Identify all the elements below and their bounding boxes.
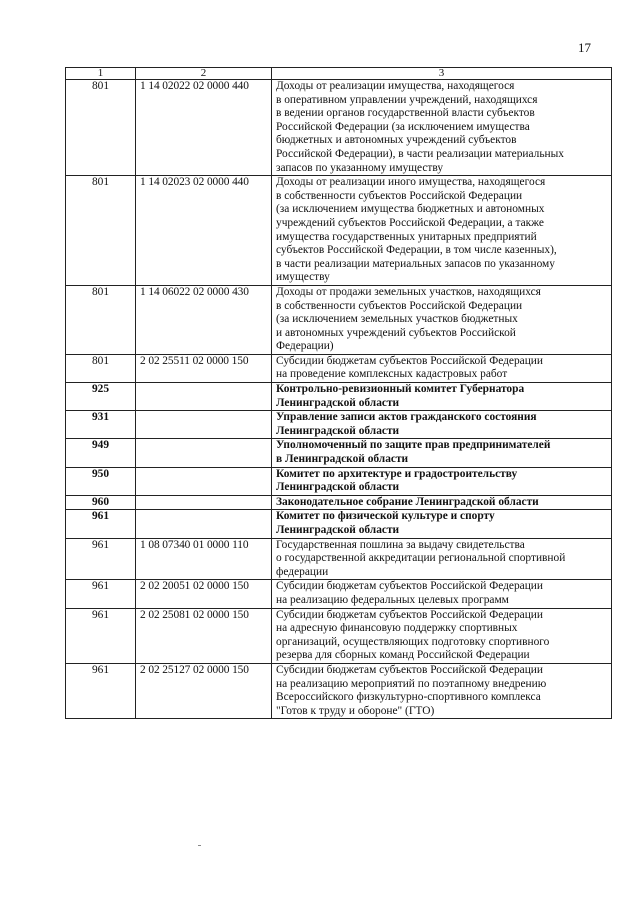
table-row [66, 663, 612, 718]
description-line: (за исключением имущества бюджетных и автономных [276, 203, 545, 216]
column-header-2: 2 [136, 68, 272, 80]
budget-classification-code: 2 02 25511 02 0000 150 [136, 354, 272, 382]
description-line: федерации [276, 565, 329, 578]
table-row [66, 608, 612, 663]
description-line: на проведение комплексных кадастровых работ [276, 368, 508, 381]
description-line: Субсидии бюджетам субъектов Российской Федерации [276, 580, 543, 593]
description-line: в собственности субъектов Российской Федерации [276, 189, 523, 202]
description-line: субъектов Российской Федерации, в том числе казенных), [276, 244, 557, 257]
income-description [272, 663, 612, 718]
budget-classification-code [136, 510, 272, 538]
description-line: Законодательное собрание Ленинградской области [276, 495, 539, 508]
administrator-code: 801 [66, 285, 136, 354]
administrator-code: 801 [66, 176, 136, 286]
income-description [272, 495, 612, 510]
description-line: Комитет по архитектуре и градостроительству [276, 467, 518, 480]
administrator-code: 801 [66, 80, 136, 176]
description-line: Контрольно-ревизионный комитет Губернатора [276, 383, 525, 396]
column-header-1: 1 [66, 68, 136, 80]
table-row [66, 383, 612, 411]
budget-classification-code: 2 02 20051 02 0000 150 [136, 580, 272, 608]
description-line: на адресную финансовую поддержку спортивных [276, 622, 518, 635]
budget-classification-code: 2 02 25081 02 0000 150 [136, 608, 272, 663]
table-row [66, 510, 612, 538]
description-line: Российской Федерации (за исключением имущества [276, 120, 530, 133]
budget-classification-code: 1 14 06022 02 0000 430 [136, 285, 272, 354]
description-line: бюджетных и автономных учреждений субъектов [276, 134, 517, 147]
description-line: Субсидии бюджетам субъектов Российской Федерации [276, 608, 543, 621]
table-body [66, 80, 612, 719]
table-row [66, 411, 612, 439]
description-line: в Ленинградской области [276, 453, 409, 466]
budget-classification-code [136, 467, 272, 495]
description-line: Ленинградской области [276, 424, 400, 437]
table-row [66, 538, 612, 580]
description-line: в ведении органов государственной власти субъектов [276, 107, 535, 120]
table-row [66, 354, 612, 382]
description-line: запасов по указанному имуществу [276, 161, 444, 174]
table-row [66, 176, 612, 286]
table-row [66, 285, 612, 354]
table-header [66, 68, 612, 80]
income-description [272, 354, 612, 382]
description-line: Всероссийского физкультурно-спортивного комплекса [276, 691, 541, 704]
income-description [272, 176, 612, 286]
income-description [272, 383, 612, 411]
description-line: Федерации) [276, 340, 334, 353]
income-description [272, 439, 612, 467]
income-description [272, 580, 612, 608]
income-classification-table [65, 67, 612, 719]
table-row [66, 439, 612, 467]
description-line: резерва для сборных команд Российской Федерации [276, 649, 530, 662]
income-description [272, 411, 612, 439]
administrator-code: 949 [66, 439, 136, 467]
budget-classification-code [136, 439, 272, 467]
description-line: Ленинградской области [276, 524, 400, 536]
budget-classification-code: 1 14 02022 02 0000 440 [136, 80, 272, 176]
description-line: Государственная пошлина за выдачу свидетельства [276, 538, 525, 551]
scan-artifact [198, 845, 201, 846]
description-line: Субсидии бюджетам субъектов Российской Федерации [276, 354, 543, 367]
administrator-code: 961 [66, 538, 136, 580]
description-line: Управление записи актов гражданского состояния [276, 411, 537, 424]
description-line: Доходы от продажи земельных участков, находящихся [276, 285, 541, 298]
income-description [272, 285, 612, 354]
administrator-code: 961 [66, 580, 136, 608]
administrator-code: 931 [66, 411, 136, 439]
description-line: на реализацию федеральных целевых программ [276, 593, 509, 606]
description-line: Российской Федерации), в части реализации материальных [276, 147, 564, 160]
table-row [66, 80, 612, 176]
description-line: в части реализации материальных запасов по указанному [276, 257, 555, 270]
description-line: Субсидии бюджетам субъектов Российской Федерации [276, 663, 543, 676]
income-description [272, 467, 612, 495]
description-line: организаций, осуществляющих подготовку спортивного [276, 635, 550, 648]
description-line: в оперативном управлении учреждений, находящихся [276, 93, 538, 106]
column-header-3: 3 [272, 68, 612, 80]
description-line: Доходы от реализации имущества, находящегося [276, 80, 515, 92]
administrator-code: 950 [66, 467, 136, 495]
description-line: учреждений субъектов Российской Федерации, а также [276, 216, 544, 229]
budget-classification-code: 2 02 25127 02 0000 150 [136, 663, 272, 718]
description-line: Доходы от реализации иного имущества, находящегося [276, 176, 546, 189]
budget-classification-code [136, 383, 272, 411]
description-line: и автономных учреждений субъектов Российской [276, 326, 516, 339]
description-line: в собственности субъектов Российской Федерации [276, 299, 523, 312]
description-line: имуществу [276, 271, 330, 284]
budget-classification-code [136, 495, 272, 510]
table-row [66, 580, 612, 608]
description-line: Ленинградской области [276, 481, 400, 494]
description-line: "Готов к труду и обороне" (ГТО) [276, 704, 435, 717]
administrator-code: 960 [66, 495, 136, 510]
income-description [272, 80, 612, 176]
description-line: Уполномоченный по защите прав предпринимателей [276, 439, 551, 452]
administrator-code: 961 [66, 510, 136, 538]
budget-classification-code: 1 08 07340 01 0000 110 [136, 538, 272, 580]
budget-classification-code: 1 14 02023 02 0000 440 [136, 176, 272, 286]
administrator-code: 961 [66, 608, 136, 663]
administrator-code: 801 [66, 354, 136, 382]
income-description [272, 538, 612, 580]
header-row [66, 68, 612, 80]
budget-classification-code [136, 411, 272, 439]
description-line: на реализацию мероприятий по поэтапному внедрению [276, 677, 547, 690]
income-description [272, 510, 612, 538]
table-row [66, 467, 612, 495]
page-number: 17 [578, 40, 591, 55]
administrator-code: 961 [66, 663, 136, 718]
income-description [272, 608, 612, 663]
administrator-code: 925 [66, 383, 136, 411]
table-row [66, 495, 612, 510]
description-line: Ленинградской области [276, 396, 400, 409]
description-line: Комитет по физической культуре и спорту [276, 510, 495, 523]
description-line: имущества государственных унитарных предприятий [276, 230, 537, 243]
description-line: о государственной аккредитации региональной спортивной [276, 552, 566, 565]
description-line: (за исключением земельных участков бюджетных [276, 313, 518, 326]
